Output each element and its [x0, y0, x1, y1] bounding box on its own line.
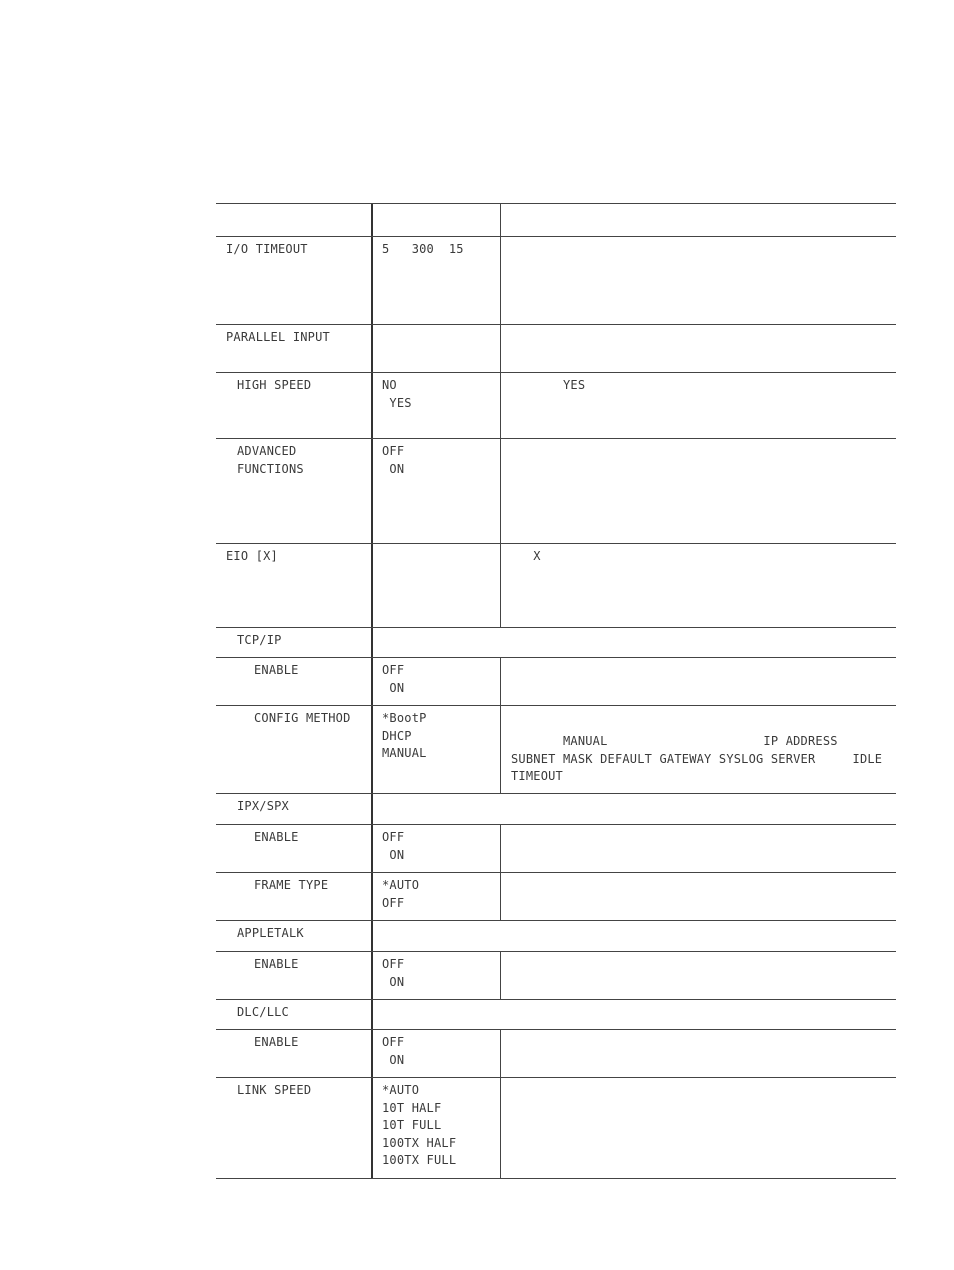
value-line: ON [382, 974, 405, 989]
item-name-line: ADVANCED [237, 444, 297, 458]
description-line: TIMEOUT [511, 769, 563, 784]
item-name [216, 439, 373, 543]
value-line: ON [382, 461, 405, 476]
item-name: ENABLE [216, 658, 373, 705]
item-name: ENABLE [216, 825, 373, 872]
header-cell-item [216, 204, 373, 236]
description-line: SUBNET MASK DEFAULT GATEWAY SYSLOG SERVER IDLE [511, 751, 883, 766]
item-description [501, 373, 896, 438]
section-spacer [373, 794, 896, 824]
section-name: TCP/IP [216, 628, 373, 657]
value-line: 10T FULL [382, 1118, 442, 1133]
item-description [501, 544, 896, 627]
value-line: 100TX HALF [382, 1135, 457, 1150]
value-line: ON [382, 680, 405, 695]
item-name-line: FUNCTIONS [237, 461, 304, 476]
description-line: X [511, 549, 541, 563]
item-description [501, 1078, 896, 1178]
value-line: ON [382, 1052, 405, 1067]
item-values [373, 373, 501, 438]
section-name: DLC/LLC [216, 1000, 373, 1029]
item-values [373, 544, 501, 627]
table-section-row [216, 794, 896, 825]
value-line: DHCP [382, 728, 412, 743]
item-values [373, 706, 501, 793]
value-line: MANUAL [382, 746, 427, 761]
value-line: 100TX FULL [382, 1153, 457, 1168]
item-name: HIGH SPEED [216, 373, 373, 438]
table-section-row [216, 1000, 896, 1030]
item-name: I/O TIMEOUT [216, 237, 373, 324]
item-description [501, 325, 896, 372]
item-values [373, 1078, 501, 1178]
value-line: OFF [382, 1035, 405, 1049]
table-section-row [216, 628, 896, 658]
item-values [373, 658, 501, 705]
value-line: OFF [382, 957, 405, 971]
item-values [373, 1030, 501, 1077]
item-name: EIO [X] [216, 544, 373, 627]
table-row [216, 439, 896, 544]
value-line: OFF [382, 444, 405, 458]
section-spacer [373, 1000, 896, 1029]
item-values [373, 237, 501, 324]
section-name: APPLETALK [216, 921, 373, 951]
value-line: *BootP [382, 711, 427, 725]
table-row [216, 237, 896, 325]
value-line: 10T HALF [382, 1100, 442, 1115]
table-row [216, 1030, 896, 1078]
value-line: *AUTO [382, 878, 420, 892]
item-description [501, 1030, 896, 1077]
section-spacer [373, 921, 896, 951]
item-description [501, 658, 896, 705]
item-values [373, 439, 501, 543]
table-section-row [216, 921, 896, 952]
description-line: MANUAL IP ADDRESS [511, 734, 838, 748]
item-description [501, 825, 896, 872]
value-line: OFF [382, 830, 405, 844]
section-name: IPX/SPX [216, 794, 373, 824]
value-line: ON [382, 847, 405, 862]
item-description [501, 706, 896, 793]
item-values [373, 952, 501, 999]
item-values [373, 873, 501, 920]
settings-table [216, 203, 896, 1179]
header-cell-description [501, 204, 896, 236]
value-line: NO [382, 378, 397, 392]
item-name: LINK SPEED [216, 1078, 373, 1178]
item-name: CONFIG METHOD [216, 706, 373, 793]
table-row [216, 825, 896, 873]
item-description [501, 237, 896, 324]
item-description [501, 873, 896, 920]
item-values [373, 825, 501, 872]
value-line: 5 300 15 [382, 242, 464, 256]
header-cell-values [373, 204, 501, 236]
item-name: ENABLE [216, 952, 373, 999]
table-row [216, 544, 896, 628]
table-row [216, 873, 896, 921]
value-line: OFF [382, 663, 405, 677]
table-row [216, 658, 896, 706]
table-header-row [216, 204, 896, 237]
value-line: YES [382, 395, 412, 410]
item-name: FRAME TYPE [216, 873, 373, 920]
table-row [216, 1078, 896, 1179]
table-row [216, 706, 896, 794]
description-line: YES [511, 378, 586, 392]
item-name: PARALLEL INPUT [216, 325, 373, 372]
value-line: OFF [382, 895, 405, 910]
section-spacer [373, 628, 896, 657]
table-row [216, 373, 896, 439]
item-values [373, 325, 501, 372]
item-description [501, 952, 896, 999]
table-row [216, 325, 896, 373]
item-name: ENABLE [216, 1030, 373, 1077]
table-row [216, 952, 896, 1000]
item-description [501, 439, 896, 543]
value-line: *AUTO [382, 1083, 420, 1097]
